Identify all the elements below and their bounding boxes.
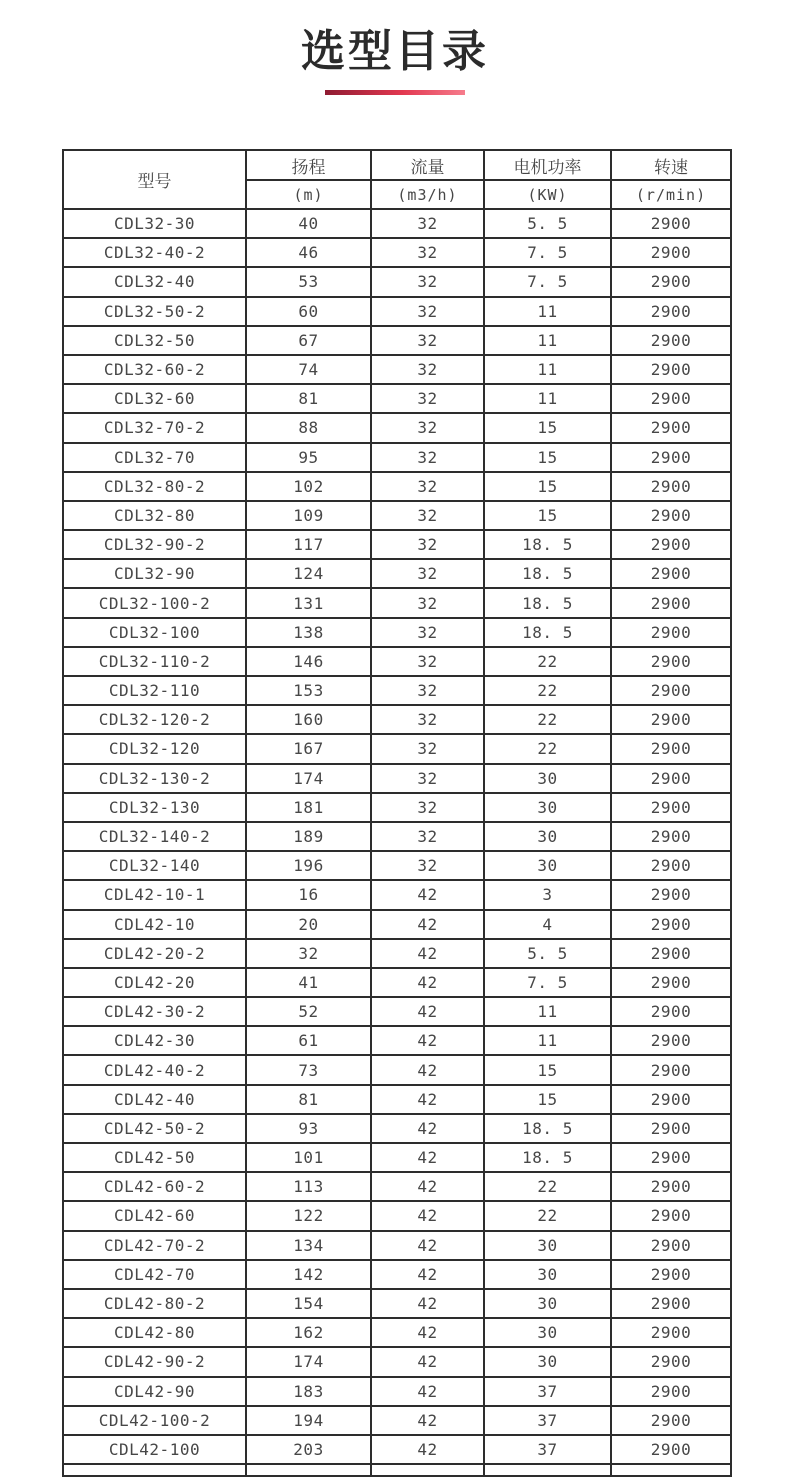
cell-model: CDL42-10: [63, 910, 246, 939]
cell-power_kw: 22: [484, 676, 611, 705]
cell-power_kw: 30: [484, 1260, 611, 1289]
cell-head_m: 181: [246, 793, 371, 822]
cell-flow_m3h: 32: [371, 734, 484, 763]
cell-speed_rpm: 2900: [611, 1172, 731, 1201]
cell-flow_m3h: 42: [371, 939, 484, 968]
cell-speed_rpm: 2900: [611, 384, 731, 413]
cell-flow_m3h: 42: [371, 1114, 484, 1143]
table-row: [63, 939, 731, 968]
table-row: [63, 1260, 731, 1289]
cell-power_kw: 18. 5: [484, 1143, 611, 1172]
cell-flow_m3h: 32: [371, 326, 484, 355]
table-row: [63, 705, 731, 734]
table-row: [63, 209, 731, 238]
cell-model: CDL42-90-2: [63, 1347, 246, 1376]
cell-speed_rpm: 2900: [611, 1289, 731, 1318]
cell-power_kw: 15: [484, 501, 611, 530]
cell-flow_m3h: 42: [371, 880, 484, 909]
cell-speed_rpm: 2900: [611, 413, 731, 442]
cell-power_kw: 7. 5: [484, 238, 611, 267]
cell-model: CDL32-140: [63, 851, 246, 880]
cell-flow_m3h: 32: [371, 297, 484, 326]
cell-flow_m3h: 42: [371, 1347, 484, 1376]
cell-power_kw: 37: [484, 1406, 611, 1435]
table-row: [63, 997, 731, 1026]
column-header-power: 电机功率: [484, 150, 611, 180]
cell-head_m: 52: [246, 997, 371, 1026]
table-row: [63, 1347, 731, 1376]
table-row: [63, 793, 731, 822]
cell-model: CDL32-80: [63, 501, 246, 530]
cell-flow_m3h: 42: [371, 1231, 484, 1260]
cell-head_m: 162: [246, 1318, 371, 1347]
table-row: [63, 647, 731, 676]
cell-power_kw: 37: [484, 1377, 611, 1406]
cell-model: CDL32-60: [63, 384, 246, 413]
cell-head_m: 67: [246, 326, 371, 355]
table-row: [63, 764, 731, 793]
cell-model: CDL42-100-2: [63, 1406, 246, 1435]
cell-speed_rpm: 2900: [611, 1026, 731, 1055]
cell-power_kw: 22: [484, 1201, 611, 1230]
cell-flow_m3h: 42: [371, 1377, 484, 1406]
cell-flow_m3h: 42: [371, 968, 484, 997]
cell-power_kw: 30: [484, 1347, 611, 1376]
cell-flow_m3h: 32: [371, 355, 484, 384]
cell-power_kw: 18. 5: [484, 588, 611, 617]
cell-power_kw: 11: [484, 384, 611, 413]
cell-speed_rpm: 2900: [611, 676, 731, 705]
column-header-model: 型号: [63, 150, 246, 209]
cell-model: CDL42-70: [63, 1260, 246, 1289]
cell-power_kw: 30: [484, 851, 611, 880]
table-row: [63, 880, 731, 909]
cell-head_m: 109: [246, 501, 371, 530]
table-row: [63, 501, 731, 530]
cell-speed_rpm: 2900: [611, 1318, 731, 1347]
cell-empty: [484, 1464, 611, 1476]
cell-speed_rpm: 2900: [611, 443, 731, 472]
cell-speed_rpm: 2900: [611, 880, 731, 909]
cell-model: CDL42-100: [63, 1435, 246, 1464]
selection-catalog-table: [62, 149, 732, 1477]
cell-power_kw: 5. 5: [484, 209, 611, 238]
cell-flow_m3h: 32: [371, 413, 484, 442]
cell-speed_rpm: 2900: [611, 705, 731, 734]
table-row: [63, 326, 731, 355]
cell-speed_rpm: 2900: [611, 1231, 731, 1260]
cell-flow_m3h: 42: [371, 1406, 484, 1435]
cell-power_kw: 15: [484, 1085, 611, 1114]
cell-model: CDL42-80: [63, 1318, 246, 1347]
cell-head_m: 117: [246, 530, 371, 559]
cell-model: CDL42-30-2: [63, 997, 246, 1026]
cell-speed_rpm: 2900: [611, 472, 731, 501]
cell-flow_m3h: 32: [371, 588, 484, 617]
cell-power_kw: 30: [484, 1231, 611, 1260]
cell-speed_rpm: 2900: [611, 968, 731, 997]
table-row: [63, 1114, 731, 1143]
cell-model: CDL32-60-2: [63, 355, 246, 384]
cell-head_m: 122: [246, 1201, 371, 1230]
cell-model: CDL32-90: [63, 559, 246, 588]
cell-empty: [371, 1464, 484, 1476]
cell-head_m: 101: [246, 1143, 371, 1172]
cell-model: CDL32-70: [63, 443, 246, 472]
cell-model: CDL42-30: [63, 1026, 246, 1055]
cell-model: CDL32-50-2: [63, 297, 246, 326]
cell-model: CDL32-70-2: [63, 413, 246, 442]
cell-power_kw: 30: [484, 764, 611, 793]
cell-power_kw: 22: [484, 1172, 611, 1201]
cell-head_m: 88: [246, 413, 371, 442]
cell-speed_rpm: 2900: [611, 267, 731, 296]
cell-model: CDL32-100-2: [63, 588, 246, 617]
table-row: [63, 297, 731, 326]
cell-flow_m3h: 32: [371, 647, 484, 676]
cell-head_m: 131: [246, 588, 371, 617]
cell-head_m: 167: [246, 734, 371, 763]
cell-head_m: 174: [246, 764, 371, 793]
cell-flow_m3h: 32: [371, 618, 484, 647]
page-title: 选型目录: [301, 26, 489, 77]
table-row: [63, 1201, 731, 1230]
cell-flow_m3h: 32: [371, 793, 484, 822]
cell-speed_rpm: 2900: [611, 209, 731, 238]
cell-head_m: 40: [246, 209, 371, 238]
title-underline-accent: [325, 90, 465, 95]
cell-flow_m3h: 42: [371, 1318, 484, 1347]
cell-speed_rpm: 2900: [611, 939, 731, 968]
table-row-partial: [63, 1464, 731, 1476]
cell-flow_m3h: 32: [371, 267, 484, 296]
cell-head_m: 142: [246, 1260, 371, 1289]
column-unit-speed: (r/min): [611, 180, 731, 209]
cell-flow_m3h: 32: [371, 705, 484, 734]
column-header-speed: 转速: [611, 150, 731, 180]
cell-speed_rpm: 2900: [611, 618, 731, 647]
column-header-flow: 流量: [371, 150, 484, 180]
cell-model: CDL32-90-2: [63, 530, 246, 559]
cell-power_kw: 15: [484, 472, 611, 501]
table-body: [63, 209, 731, 1476]
cell-flow_m3h: 32: [371, 209, 484, 238]
cell-flow_m3h: 32: [371, 559, 484, 588]
cell-model: CDL42-60-2: [63, 1172, 246, 1201]
cell-flow_m3h: 42: [371, 910, 484, 939]
cell-speed_rpm: 2900: [611, 764, 731, 793]
cell-head_m: 41: [246, 968, 371, 997]
cell-model: CDL32-110-2: [63, 647, 246, 676]
table-row: [63, 1289, 731, 1318]
table-row: [63, 968, 731, 997]
cell-head_m: 134: [246, 1231, 371, 1260]
cell-head_m: 196: [246, 851, 371, 880]
cell-speed_rpm: 2900: [611, 530, 731, 559]
cell-power_kw: 22: [484, 705, 611, 734]
table-row: [63, 588, 731, 617]
cell-power_kw: 18. 5: [484, 1114, 611, 1143]
cell-power_kw: 30: [484, 793, 611, 822]
cell-power_kw: 7. 5: [484, 968, 611, 997]
table-row: [63, 413, 731, 442]
cell-flow_m3h: 32: [371, 530, 484, 559]
cell-model: CDL42-10-1: [63, 880, 246, 909]
cell-speed_rpm: 2900: [611, 734, 731, 763]
table-header: [63, 150, 731, 209]
table-row: [63, 1085, 731, 1114]
cell-flow_m3h: 32: [371, 676, 484, 705]
cell-model: CDL42-80-2: [63, 1289, 246, 1318]
cell-power_kw: 11: [484, 1026, 611, 1055]
cell-speed_rpm: 2900: [611, 997, 731, 1026]
cell-model: CDL32-30: [63, 209, 246, 238]
cell-model: CDL42-40: [63, 1085, 246, 1114]
cell-model: CDL32-120-2: [63, 705, 246, 734]
table-row: [63, 530, 731, 559]
cell-head_m: 183: [246, 1377, 371, 1406]
cell-head_m: 153: [246, 676, 371, 705]
cell-model: CDL42-70-2: [63, 1231, 246, 1260]
table-row: [63, 384, 731, 413]
table-row: [63, 1377, 731, 1406]
table-row: [63, 1435, 731, 1464]
cell-power_kw: 30: [484, 1318, 611, 1347]
cell-head_m: 73: [246, 1055, 371, 1084]
cell-power_kw: 15: [484, 1055, 611, 1084]
cell-model: CDL32-50: [63, 326, 246, 355]
cell-empty: [611, 1464, 731, 1476]
table-row: [63, 1026, 731, 1055]
table-row: [63, 851, 731, 880]
cell-power_kw: 22: [484, 647, 611, 676]
cell-head_m: 16: [246, 880, 371, 909]
cell-power_kw: 11: [484, 355, 611, 384]
cell-speed_rpm: 2900: [611, 559, 731, 588]
table-row: [63, 267, 731, 296]
cell-model: CDL42-60: [63, 1201, 246, 1230]
cell-flow_m3h: 42: [371, 997, 484, 1026]
cell-model: CDL32-40-2: [63, 238, 246, 267]
cell-flow_m3h: 32: [371, 472, 484, 501]
cell-power_kw: 11: [484, 297, 611, 326]
cell-power_kw: 4: [484, 910, 611, 939]
cell-empty: [63, 1464, 246, 1476]
cell-model: CDL32-100: [63, 618, 246, 647]
cell-flow_m3h: 42: [371, 1143, 484, 1172]
cell-speed_rpm: 2900: [611, 822, 731, 851]
cell-flow_m3h: 32: [371, 851, 484, 880]
cell-model: CDL42-50-2: [63, 1114, 246, 1143]
cell-power_kw: 15: [484, 443, 611, 472]
cell-power_kw: 18. 5: [484, 618, 611, 647]
cell-head_m: 124: [246, 559, 371, 588]
cell-model: CDL32-80-2: [63, 472, 246, 501]
cell-model: CDL32-120: [63, 734, 246, 763]
cell-flow_m3h: 32: [371, 384, 484, 413]
cell-head_m: 146: [246, 647, 371, 676]
cell-model: CDL32-130: [63, 793, 246, 822]
cell-model: CDL32-110: [63, 676, 246, 705]
cell-head_m: 74: [246, 355, 371, 384]
cell-head_m: 53: [246, 267, 371, 296]
cell-head_m: 61: [246, 1026, 371, 1055]
cell-head_m: 102: [246, 472, 371, 501]
cell-power_kw: 7. 5: [484, 267, 611, 296]
cell-speed_rpm: 2900: [611, 851, 731, 880]
cell-speed_rpm: 2900: [611, 910, 731, 939]
table-row: [63, 443, 731, 472]
cell-head_m: 20: [246, 910, 371, 939]
cell-power_kw: 3: [484, 880, 611, 909]
table-row: [63, 472, 731, 501]
cell-head_m: 174: [246, 1347, 371, 1376]
cell-model: CDL42-90: [63, 1377, 246, 1406]
table-row: [63, 676, 731, 705]
cell-model: CDL42-40-2: [63, 1055, 246, 1084]
table-row: [63, 822, 731, 851]
cell-model: CDL42-20: [63, 968, 246, 997]
cell-flow_m3h: 42: [371, 1026, 484, 1055]
table-row: [63, 910, 731, 939]
table-row: [63, 618, 731, 647]
cell-head_m: 81: [246, 384, 371, 413]
table-row: [63, 559, 731, 588]
cell-speed_rpm: 2900: [611, 1085, 731, 1114]
cell-speed_rpm: 2900: [611, 355, 731, 384]
cell-speed_rpm: 2900: [611, 1377, 731, 1406]
cell-head_m: 32: [246, 939, 371, 968]
cell-head_m: 95: [246, 443, 371, 472]
cell-speed_rpm: 2900: [611, 1201, 731, 1230]
cell-head_m: 194: [246, 1406, 371, 1435]
cell-flow_m3h: 42: [371, 1289, 484, 1318]
cell-flow_m3h: 42: [371, 1201, 484, 1230]
cell-power_kw: 15: [484, 413, 611, 442]
table-row: [63, 734, 731, 763]
cell-flow_m3h: 42: [371, 1172, 484, 1201]
table-row: [63, 1143, 731, 1172]
cell-power_kw: 37: [484, 1435, 611, 1464]
table-row: [63, 1406, 731, 1435]
table-row: [63, 238, 731, 267]
table-row: [63, 1231, 731, 1260]
cell-flow_m3h: 42: [371, 1055, 484, 1084]
cell-power_kw: 30: [484, 1289, 611, 1318]
cell-head_m: 113: [246, 1172, 371, 1201]
cell-speed_rpm: 2900: [611, 588, 731, 617]
cell-model: CDL32-130-2: [63, 764, 246, 793]
cell-power_kw: 5. 5: [484, 939, 611, 968]
table-row: [63, 1055, 731, 1084]
cell-speed_rpm: 2900: [611, 793, 731, 822]
column-header-head: 扬程: [246, 150, 371, 180]
column-unit-head: (m): [246, 180, 371, 209]
cell-power_kw: 30: [484, 822, 611, 851]
cell-speed_rpm: 2900: [611, 1406, 731, 1435]
cell-head_m: 160: [246, 705, 371, 734]
cell-speed_rpm: 2900: [611, 238, 731, 267]
cell-head_m: 189: [246, 822, 371, 851]
cell-flow_m3h: 32: [371, 443, 484, 472]
cell-flow_m3h: 32: [371, 238, 484, 267]
cell-speed_rpm: 2900: [611, 1435, 731, 1464]
cell-power_kw: 18. 5: [484, 559, 611, 588]
cell-power_kw: 22: [484, 734, 611, 763]
cell-head_m: 203: [246, 1435, 371, 1464]
cell-speed_rpm: 2900: [611, 326, 731, 355]
cell-speed_rpm: 2900: [611, 1114, 731, 1143]
cell-head_m: 93: [246, 1114, 371, 1143]
column-unit-flow: (m3/h): [371, 180, 484, 209]
cell-head_m: 154: [246, 1289, 371, 1318]
cell-flow_m3h: 32: [371, 764, 484, 793]
cell-power_kw: 18. 5: [484, 530, 611, 559]
cell-speed_rpm: 2900: [611, 647, 731, 676]
cell-power_kw: 11: [484, 326, 611, 355]
cell-power_kw: 11: [484, 997, 611, 1026]
cell-flow_m3h: 32: [371, 822, 484, 851]
cell-speed_rpm: 2900: [611, 501, 731, 530]
cell-model: CDL42-20-2: [63, 939, 246, 968]
column-unit-power: (KW): [484, 180, 611, 209]
cell-speed_rpm: 2900: [611, 1347, 731, 1376]
table-row: [63, 1318, 731, 1347]
cell-speed_rpm: 2900: [611, 1260, 731, 1289]
cell-speed_rpm: 2900: [611, 1055, 731, 1084]
cell-head_m: 138: [246, 618, 371, 647]
cell-empty: [246, 1464, 371, 1476]
cell-speed_rpm: 2900: [611, 1143, 731, 1172]
cell-speed_rpm: 2900: [611, 297, 731, 326]
cell-head_m: 60: [246, 297, 371, 326]
table-row: [63, 355, 731, 384]
cell-head_m: 81: [246, 1085, 371, 1114]
cell-model: CDL42-50: [63, 1143, 246, 1172]
cell-flow_m3h: 42: [371, 1085, 484, 1114]
cell-flow_m3h: 42: [371, 1260, 484, 1289]
cell-head_m: 46: [246, 238, 371, 267]
cell-model: CDL32-140-2: [63, 822, 246, 851]
table-row: [63, 1172, 731, 1201]
cell-model: CDL32-40: [63, 267, 246, 296]
cell-flow_m3h: 32: [371, 501, 484, 530]
header-label-row: [63, 150, 731, 180]
cell-flow_m3h: 42: [371, 1435, 484, 1464]
